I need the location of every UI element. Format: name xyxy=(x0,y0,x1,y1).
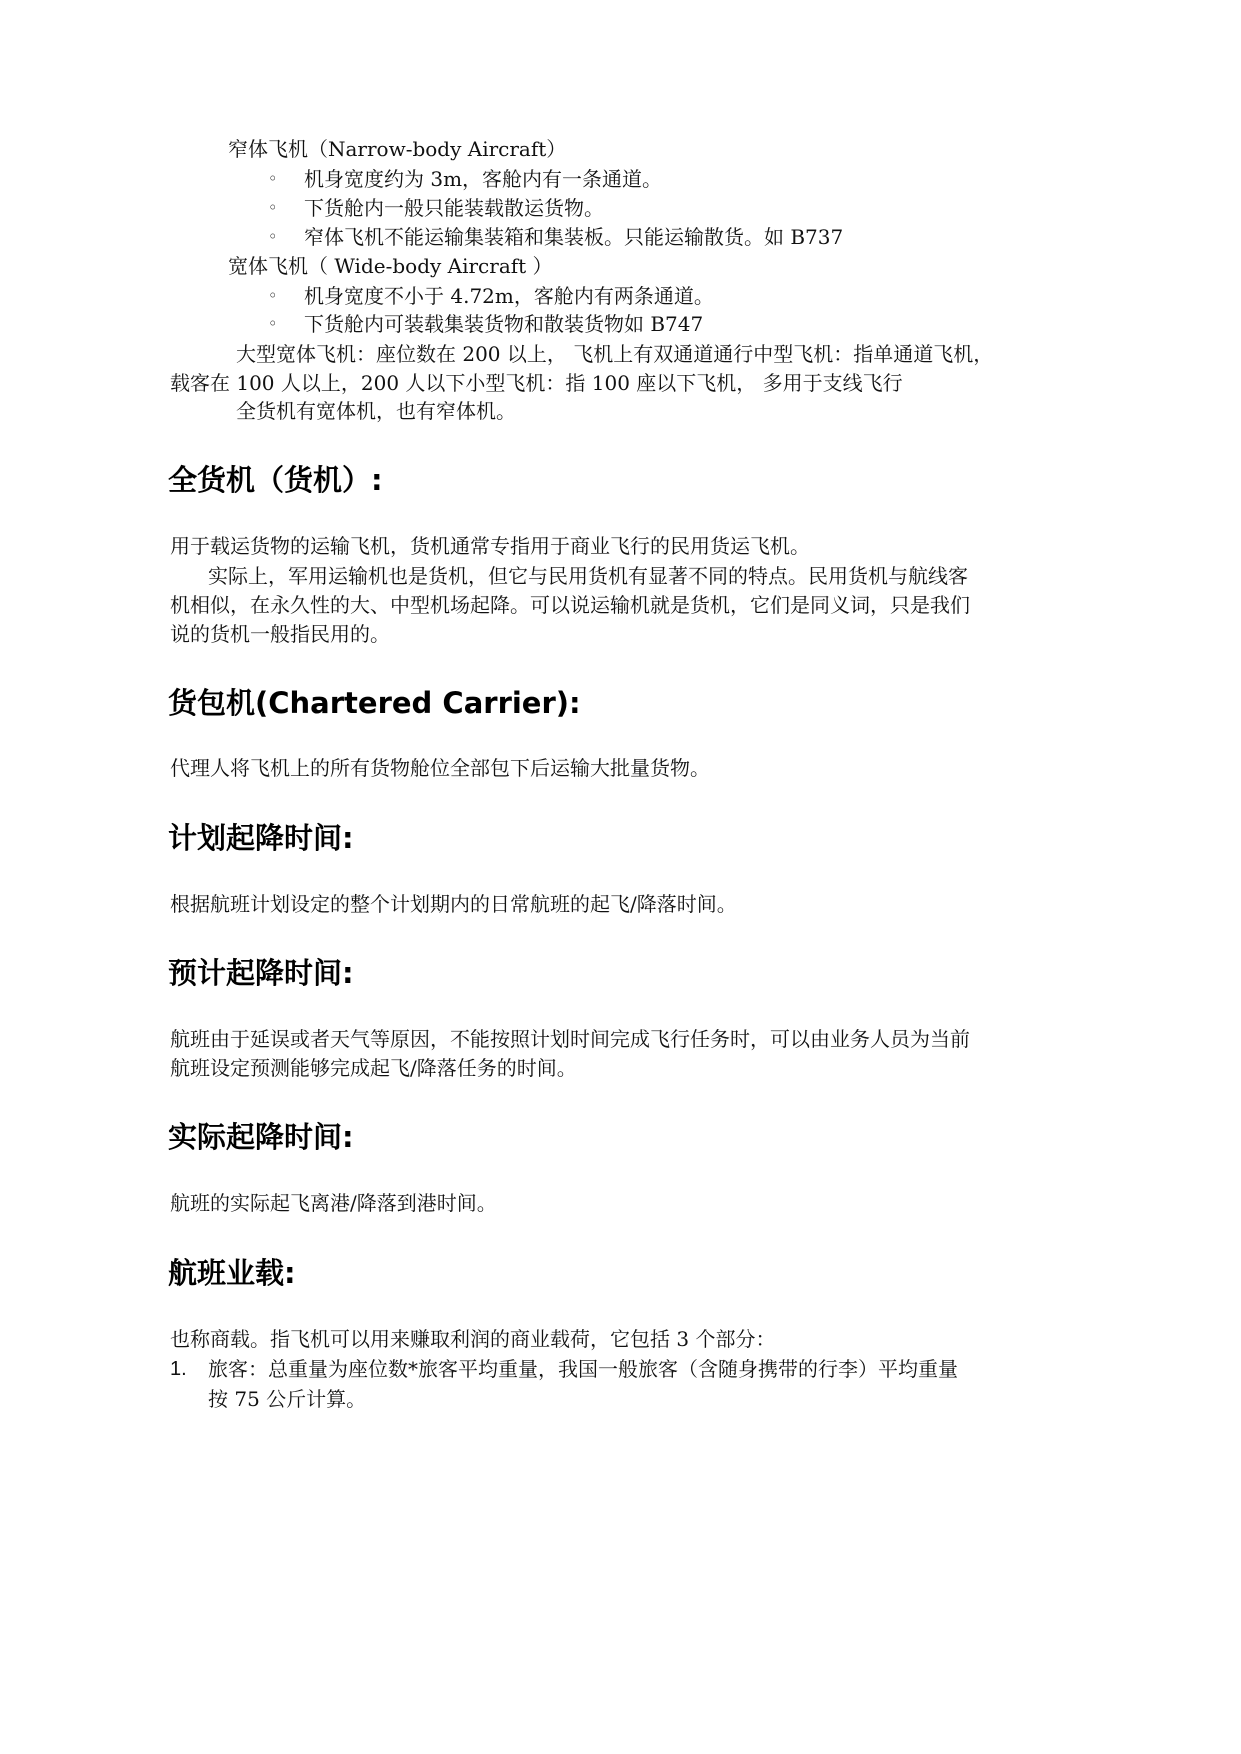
bullet-icon: ◦ xyxy=(268,314,278,333)
paragraph-line: 说的货机一般指民用的。 xyxy=(170,622,390,646)
bullet-icon: ◦ xyxy=(268,198,278,217)
bullet-icon: ◦ xyxy=(268,286,278,305)
bullet-icon: ◦ xyxy=(268,169,278,188)
list-item-text: 按 75 公斤计算。 xyxy=(208,1387,367,1411)
paragraph-line: 实际上，军用运输机也是货机，但它与民用货机有显著不同的特点。民用货机与航线客 xyxy=(208,564,968,588)
paragraph-line: 用于载运货物的运输飞机，货机通常专指用于商业飞行的民用货运飞机。 xyxy=(170,534,810,558)
paragraph-line: 机相似，在永久性的大、中型机场起降。可以说运输机就是货机，它们是同义词，只是我们 xyxy=(170,593,970,617)
narrow-body-item: 下货舱内一般只能装载散运货物。 xyxy=(304,196,604,220)
paragraph-line: 根据航班计划设定的整个计划期内的日常航班的起飞/降落时间。 xyxy=(170,892,737,916)
wide-body-item: 下货舱内可装载集装货物和散装货物如 B747 xyxy=(304,312,704,336)
wide-body-item: 机身宽度不小于 4.72m，客舱内有两条通道。 xyxy=(304,284,714,308)
aircraft-size-paragraph: 载客在 100 人以上，200 人以下小型飞机：指 100 座以下飞机， 多用于支线飞行 xyxy=(170,371,903,395)
aircraft-size-paragraph: 全货机有宽体机，也有窄体机。 xyxy=(236,399,516,423)
section-heading: 实际起降时间: xyxy=(168,1120,354,1154)
narrow-body-item: 窄体飞机不能运输集装箱和集装板。只能运输散货。如 B737 xyxy=(304,225,844,249)
list-item-text: 旅客：总重量为座位数*旅客平均重量，我国一般旅客（含随身携带的行李）平均重量 xyxy=(208,1357,958,1381)
section-heading: 计划起降时间: xyxy=(168,821,354,855)
narrow-body-title: 窄体飞机（Narrow-body Aircraft） xyxy=(228,137,567,161)
section-heading: 预计起降时间: xyxy=(168,956,354,990)
list-number: 1. xyxy=(170,1358,187,1380)
paragraph-line: 代理人将飞机上的所有货物舱位全部包下后运输大批量货物。 xyxy=(170,756,710,780)
narrow-body-item: 机身宽度约为 3m，客舱内有一条通道。 xyxy=(304,167,663,191)
section-heading: 货包机(Chartered Carrier): xyxy=(168,686,581,720)
section-heading: 全货机（货机）: xyxy=(168,463,383,497)
aircraft-size-paragraph: 大型宽体飞机：座位数在 200 以上， 飞机上有双通道通行中型飞机：指单通道飞机， xyxy=(236,342,994,366)
paragraph-line: 也称商载。指飞机可以用来赚取利润的商业载荷，它包括 3 个部分： xyxy=(170,1327,776,1351)
wide-body-title: 宽体飞机（ Wide-body Aircraft ） xyxy=(228,254,553,278)
paragraph-line: 航班由于延误或者天气等原因，不能按照计划时间完成飞行任务时，可以由业务人员为当前 xyxy=(170,1027,970,1051)
section-heading: 航班业载: xyxy=(168,1256,296,1290)
paragraph-line: 航班的实际起飞离港/降落到港时间。 xyxy=(170,1191,497,1215)
bullet-icon: ◦ xyxy=(268,227,278,246)
paragraph-line: 航班设定预测能够完成起飞/降落任务的时间。 xyxy=(170,1056,577,1080)
